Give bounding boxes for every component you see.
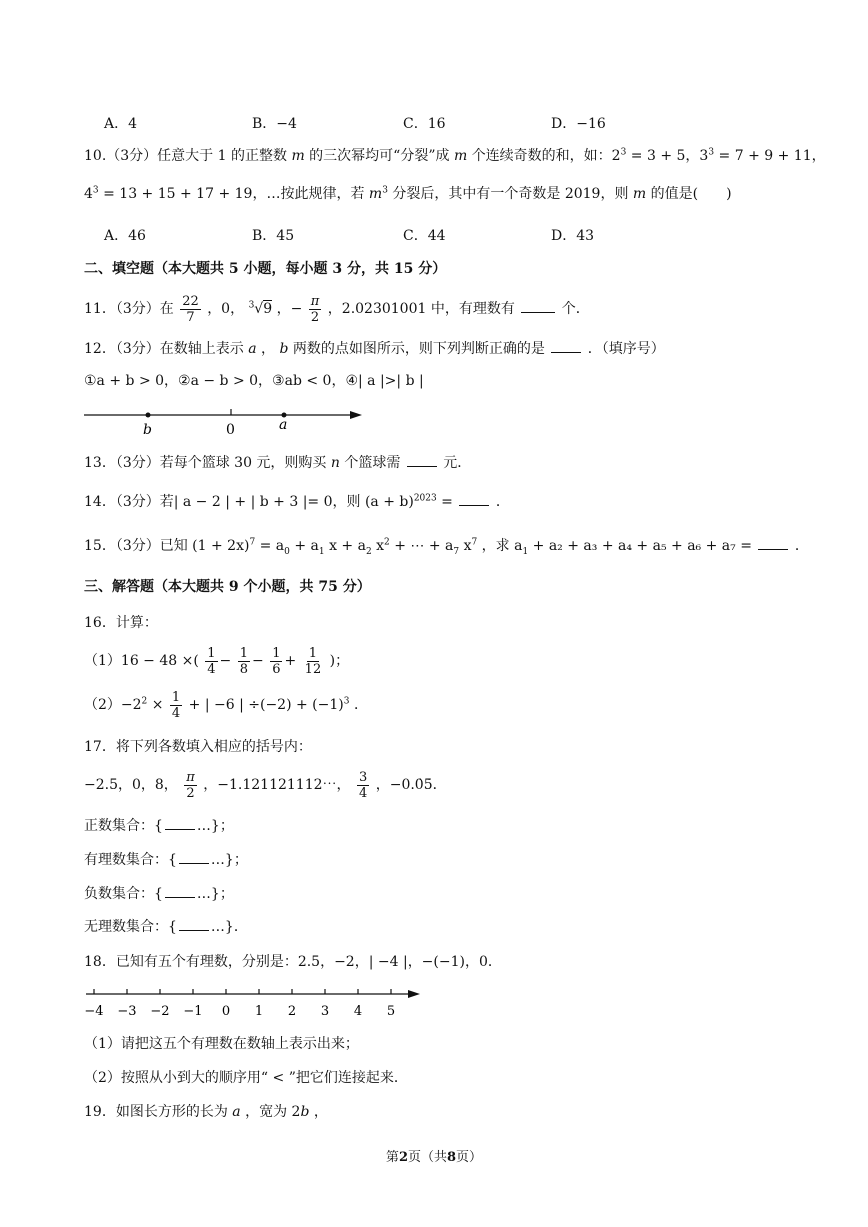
answer-blank[interactable] [551, 338, 581, 353]
tick-label: −4 [84, 1004, 104, 1019]
axis-arrow [350, 411, 362, 419]
answer-blank[interactable] [407, 452, 437, 467]
tick-label: 3 [320, 1004, 330, 1019]
q9-option-c: C．16 [403, 116, 446, 132]
fraction: $\frac{1}{8}$ [239, 645, 249, 677]
q17-negative-set: 负数集合：{ …}； [84, 883, 234, 905]
q12-number-line [80, 398, 370, 438]
answer-blank[interactable] [758, 535, 788, 550]
q18-part2: （2）按照从小到大的顺序用“ < ”把它们连接起来． [84, 1070, 408, 1086]
q17-numbers: −2.5，0，8， $\frac{\pi}{2}$ ，−1.121121112⋯， $\frac{3}{4}$ ，−0.0̇5̇． [84, 769, 447, 801]
q15: 15．（3分）已知 $(1 + 2x)^7 = a_0 + a_1$ $x + a_2$ $x^2$ + ⋯ + $a_7$ $x^7$ ，求 $a_1 + a_2 + a_3 + a_4 + a_5 + a_6 + a_7$ = ． [84, 535, 809, 557]
q10-option-a: A．46 [104, 228, 146, 244]
q10-line1: 10.（3分）任意大于 1 的正整数 m 的三次幂均可“分裂”成 m 个连续奇数的和，如：$2^3 = 3 + 5$，$3^3 = 7 + 9 + 11$， [84, 147, 826, 164]
q17-irrational-set: 无理数集合：{ …}． [84, 916, 248, 938]
q13: 13．（3分）若每个篮球 30 元，则购买 n 个篮球需 元． [84, 452, 471, 474]
tick-label: −3 [117, 1004, 137, 1019]
q17-title: 17．将下列各数填入相应的括号内： [84, 739, 312, 755]
fraction: $\frac{1}{12}$ [304, 645, 322, 677]
q9-option-a: A．4 [104, 116, 138, 132]
cube-root: $^3$√9 [248, 300, 273, 317]
tick-label: 2 [287, 1004, 297, 1019]
label-a: a [279, 417, 288, 433]
tick-label: −1 [183, 1004, 203, 1019]
fraction-pi-2: $\frac{\pi}{2}$ [310, 293, 320, 325]
q12-stem: 12．（3分）在数轴上表示 a ， b 两数的点如图所示，则下列判断正确的是 ．（填序号） [84, 338, 665, 360]
q17-positive-set: 正数集合：{ …}； [84, 815, 234, 837]
answer-blank[interactable] [179, 849, 209, 864]
q10-line2: $4^3 = 13 + 15 + 17 + 19$，…按此规律，若 $m^3$ 分裂后，其中有一个奇数是 2019，则 m 的值是( ) [84, 185, 732, 202]
page-footer: 第2页（共8页） [385, 1150, 483, 1165]
fraction: $\frac{1}{6}$ [272, 645, 281, 677]
q17-rational-set: 有理数集合：{ …}； [84, 849, 248, 871]
fraction: $\frac{1}{4}$ [207, 645, 216, 677]
q9-option-b: B．−4 [252, 116, 297, 132]
q18-part1: （1）请把这五个有理数在数轴上表示出来； [84, 1036, 359, 1052]
answer-blank[interactable] [165, 883, 195, 898]
q16-part1: （1）16 − 48 ×( $\frac{1}{4}$ − $\frac{1}{8}$ − $\frac{1}{6}$ + $\frac{1}{12}$ )； [84, 645, 350, 677]
fraction: $\frac{1}{4}$ [171, 689, 181, 721]
q12-options: ①a + b > 0，②a − b > 0，③ab < 0，④| a |>| b | [84, 373, 424, 389]
q14: 14．（3分）若| a − 2 | + | b + 3 |= 0，则 $(a + b)^{2023}$ = ． [84, 491, 510, 513]
q19: 19．如图长方形的长为 a ，宽为 2b ， [84, 1104, 328, 1120]
fraction: $\frac{3}{4}$ [358, 769, 368, 801]
answer-blank[interactable] [179, 916, 209, 931]
label-0: 0 [226, 422, 235, 438]
q16-part2: $(2)-2^2$ × $\frac{1}{4}$ + | −6 | $\div(-2) + (-1)^3$ ． [84, 689, 368, 721]
section2-title: 二、填空题（本大题共 5 小题，每小题 3 分，共 15 分） [84, 261, 447, 277]
fraction-22-7: $\frac{22}{7}$ [182, 293, 199, 325]
tick-label: 4 [353, 1004, 363, 1019]
q18-title: 18．已知有五个有理数，分别是：2.5，−2，| −4 |，−(−1)，0． [84, 954, 502, 970]
answer-blank[interactable] [521, 298, 555, 313]
tick-label: 1 [254, 1004, 264, 1019]
answer-blank[interactable] [165, 815, 195, 830]
q10-option-d: D．43 [551, 228, 595, 244]
q10-option-c: C．44 [403, 228, 446, 244]
answer-blank[interactable] [459, 491, 489, 506]
tick-label: 5 [386, 1004, 396, 1019]
q11: 11．（3分）在 $\frac{22}{7}$ ，0， $^3$√9 ，− $\frac{\pi}{2}$ ，2.02301001 中，有理数有 个． [84, 293, 590, 325]
q16-title: 16．计算： [84, 615, 158, 631]
axis-arrow [408, 990, 420, 998]
point-b [146, 413, 151, 418]
q18-number-line[interactable] [80, 982, 430, 1022]
tick-label: −2 [150, 1004, 170, 1019]
fraction: $\frac{\pi}{2}$ [186, 769, 195, 801]
section3-title: 三、解答题（本大题共 9 个小题，共 75 分） [84, 579, 371, 595]
tick-label: 0 [221, 1004, 231, 1019]
label-b: b [143, 422, 152, 438]
q9-option-d: D．−16 [551, 116, 606, 132]
q10-option-b: B．45 [252, 228, 295, 244]
